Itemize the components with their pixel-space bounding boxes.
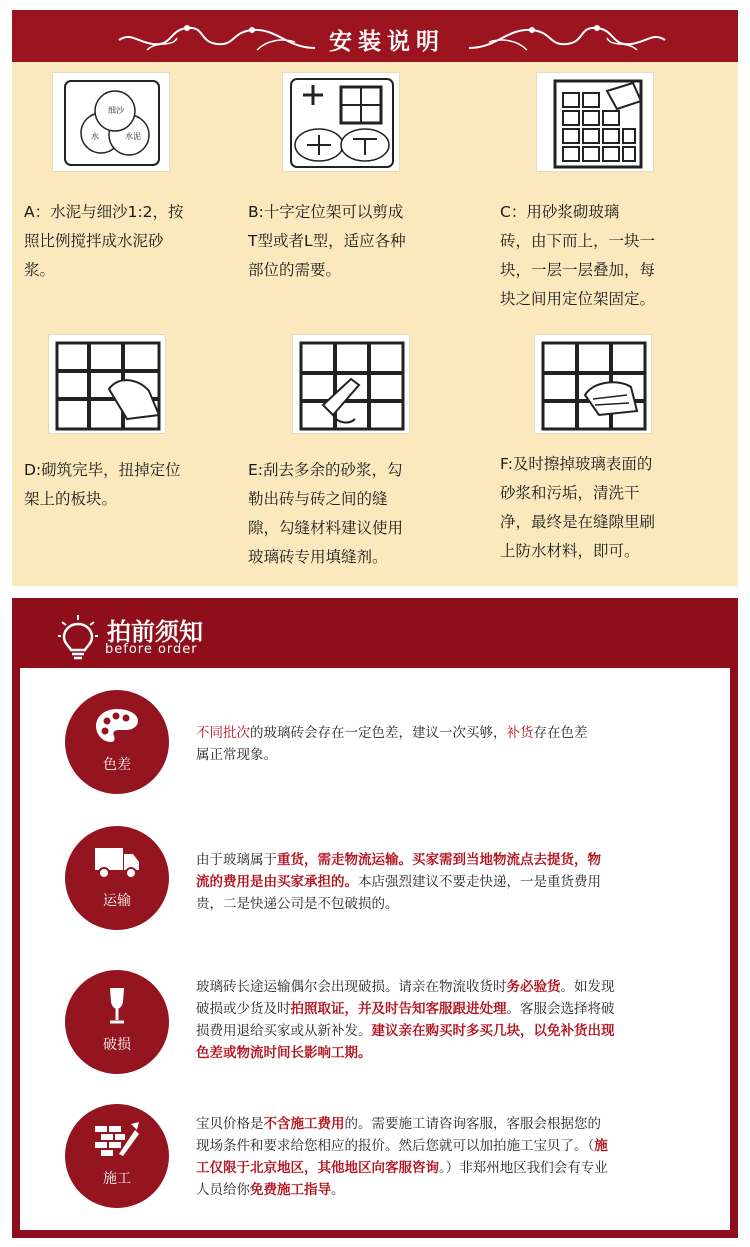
- notice-text-segment: 属正常现象。: [196, 747, 277, 763]
- step-f-line: 上防水材料，即可。: [500, 542, 640, 560]
- step-e-line: 勒出砖与砖之间的缝: [248, 490, 388, 508]
- notice-text-segment: 人员给你: [196, 1182, 250, 1198]
- step-d-line: 架上的板块。: [24, 490, 118, 508]
- highlight-text: 色差或物流时间长影响工期。: [196, 1045, 372, 1061]
- notice-line: [196, 998, 716, 1020]
- notice-text-segment: 。）非郑州地区我们会有专业: [439, 1160, 608, 1176]
- highlight-text: 不含施工费用: [263, 1116, 345, 1132]
- before-order-section: [12, 598, 738, 1238]
- notice-line: [196, 1020, 716, 1042]
- notice-text-segment: 。如发现: [560, 979, 615, 995]
- highlight-text: 务必验货: [506, 979, 561, 995]
- notice-text-transport: [196, 849, 716, 915]
- notice-text-segment: 的。需要施工请咨询客服，客服会根据您的: [344, 1116, 601, 1132]
- notice-line: [196, 722, 716, 744]
- notice-text-segment: 。客服会选择将破: [506, 1001, 615, 1017]
- step-c-line: 块，一层一层叠加，每: [500, 261, 656, 279]
- before-order-title: 拍前须知: [107, 618, 203, 646]
- ornament-right-icon: [467, 20, 667, 54]
- installation-section: [12, 10, 738, 586]
- highlight-text: 工仅限于北京地区，其他地区向客服咨询: [196, 1160, 439, 1176]
- notice-text-segment: 破损或少货及时: [196, 1001, 291, 1017]
- highlight-text: 不同批次: [196, 725, 250, 741]
- step-f-illustration: [534, 334, 652, 434]
- brick-trowel-icon: [93, 1120, 141, 1160]
- notice-line: [196, 1135, 716, 1157]
- notice-text-segment: 的玻璃砖会存在一定色差，建议一次买够，: [250, 725, 507, 741]
- notice-line: [196, 744, 716, 766]
- notice-line: [196, 1113, 716, 1135]
- svg-text:水泥: 水泥: [125, 132, 141, 141]
- step-e-line: 隙，勾缝材料建议使用: [248, 519, 404, 537]
- notice-text-breakage: [196, 976, 716, 1064]
- installation-title: 安装说明: [329, 28, 445, 55]
- notice-line: [196, 1157, 716, 1179]
- truck-icon: [93, 842, 141, 882]
- step-d-text: [24, 456, 234, 514]
- notice-text-color-difference: [196, 722, 716, 766]
- step-f-line: 砂浆和污垢，清洗干: [500, 484, 640, 502]
- step-b-text: [248, 198, 468, 285]
- step-c-line: 块之间用定位架固定。: [500, 290, 656, 308]
- highlight-text: 流的费用是由买家承担的。: [196, 874, 358, 890]
- notice-text-segment: 存在色差: [533, 725, 588, 741]
- step-f-line: F:及时擦掉玻璃表面的: [500, 455, 653, 473]
- step-a-line: 照比例搅拌成水泥砂: [24, 232, 164, 250]
- palette-icon: [93, 706, 141, 746]
- step-b-line: B:十字定位架可以剪成: [248, 203, 404, 221]
- notice-circle-transport: [65, 826, 169, 930]
- step-d-illustration: [48, 334, 166, 434]
- notice-text-segment: 现场条件和要求给您相应的报价。然后您就可以加拍施工宝贝了。（: [196, 1138, 595, 1154]
- notice-text-segment: 。: [331, 1182, 345, 1198]
- step-b-line: 部位的需要。: [248, 261, 342, 279]
- notice-text-segment: 玻璃砖长途运输偶尔会出现破损。请亲在物流收货时: [196, 979, 507, 995]
- notice-text-segment: 宝贝价格是: [196, 1116, 264, 1132]
- notice-label: 色差: [103, 757, 131, 773]
- step-c-line: C：用砂浆砌玻璃: [500, 203, 620, 221]
- step-b-line: T型或者L型，适应各种: [248, 232, 406, 250]
- wine-glass-icon: [93, 986, 141, 1026]
- notice-text-segment: 贵，二是快递公司是不包破损的。: [196, 896, 399, 912]
- step-f-line: 净，最终是在缝隙里刷: [500, 513, 656, 531]
- step-d-line: D:砌筑完毕，扭掉定位: [24, 461, 181, 479]
- step-f-text: [500, 450, 730, 566]
- notice-circle-breakage: [65, 970, 169, 1074]
- step-a-line: 浆。: [24, 261, 56, 279]
- notice-line: [196, 849, 716, 871]
- before-order-subtitle: before order: [105, 642, 198, 657]
- notice-line: [196, 893, 716, 915]
- step-a-line: A：水泥与细沙1:2，按: [24, 203, 184, 221]
- highlight-text: 免费施工指导: [250, 1182, 331, 1198]
- step-c-line: 砖，由下而上，一块一: [500, 232, 656, 250]
- step-e-line: 玻璃砖专用填缝剂。: [248, 548, 388, 566]
- step-b-illustration: [282, 72, 400, 172]
- notice-text-segment: 由于玻璃属于: [196, 852, 277, 868]
- notice-text-construction: [196, 1113, 716, 1201]
- before-order-header: [12, 598, 738, 668]
- highlight-text: 拍照取证，并及时告知客服跟进处理: [290, 1001, 507, 1017]
- highlight-text: 建议亲在购买时多买几块，以免补货出现: [371, 1023, 615, 1039]
- step-a-illustration: [52, 72, 170, 172]
- highlight-text: 补货: [506, 725, 534, 741]
- highlight-text: 重货，需走物流运输。买家需到当地物流点去提货，物: [277, 852, 601, 868]
- svg-text:细沙: 细沙: [108, 106, 124, 115]
- notice-text-segment: 本店强烈建议不要走快递，一是重货费用: [358, 874, 601, 890]
- step-e-text: [248, 456, 468, 572]
- notice-line: [196, 1179, 716, 1201]
- notice-line: [196, 976, 716, 998]
- step-a-text: [24, 198, 234, 285]
- svg-text:水: 水: [91, 132, 99, 141]
- notice-circle-construction: [65, 1104, 169, 1208]
- notice-label: 运输: [103, 893, 131, 909]
- notice-text-segment: 损费用退给买家或从新补发。: [196, 1023, 372, 1039]
- notice-line: [196, 871, 716, 893]
- installation-header: [12, 10, 738, 62]
- notice-line: [196, 1042, 716, 1064]
- notice-label: 破损: [103, 1037, 131, 1053]
- step-e-line: E:刮去多余的砂浆，勾: [248, 461, 403, 479]
- ornament-left-icon: [117, 20, 317, 54]
- step-c-text: [500, 198, 730, 314]
- light-bulb-icon: [58, 614, 98, 660]
- step-e-illustration: [292, 334, 410, 434]
- notice-circle-color-difference: [65, 690, 169, 794]
- highlight-text: 施: [594, 1138, 608, 1154]
- notice-body: [20, 668, 730, 1230]
- notice-label: 施工: [103, 1171, 131, 1187]
- step-c-illustration: [536, 72, 654, 172]
